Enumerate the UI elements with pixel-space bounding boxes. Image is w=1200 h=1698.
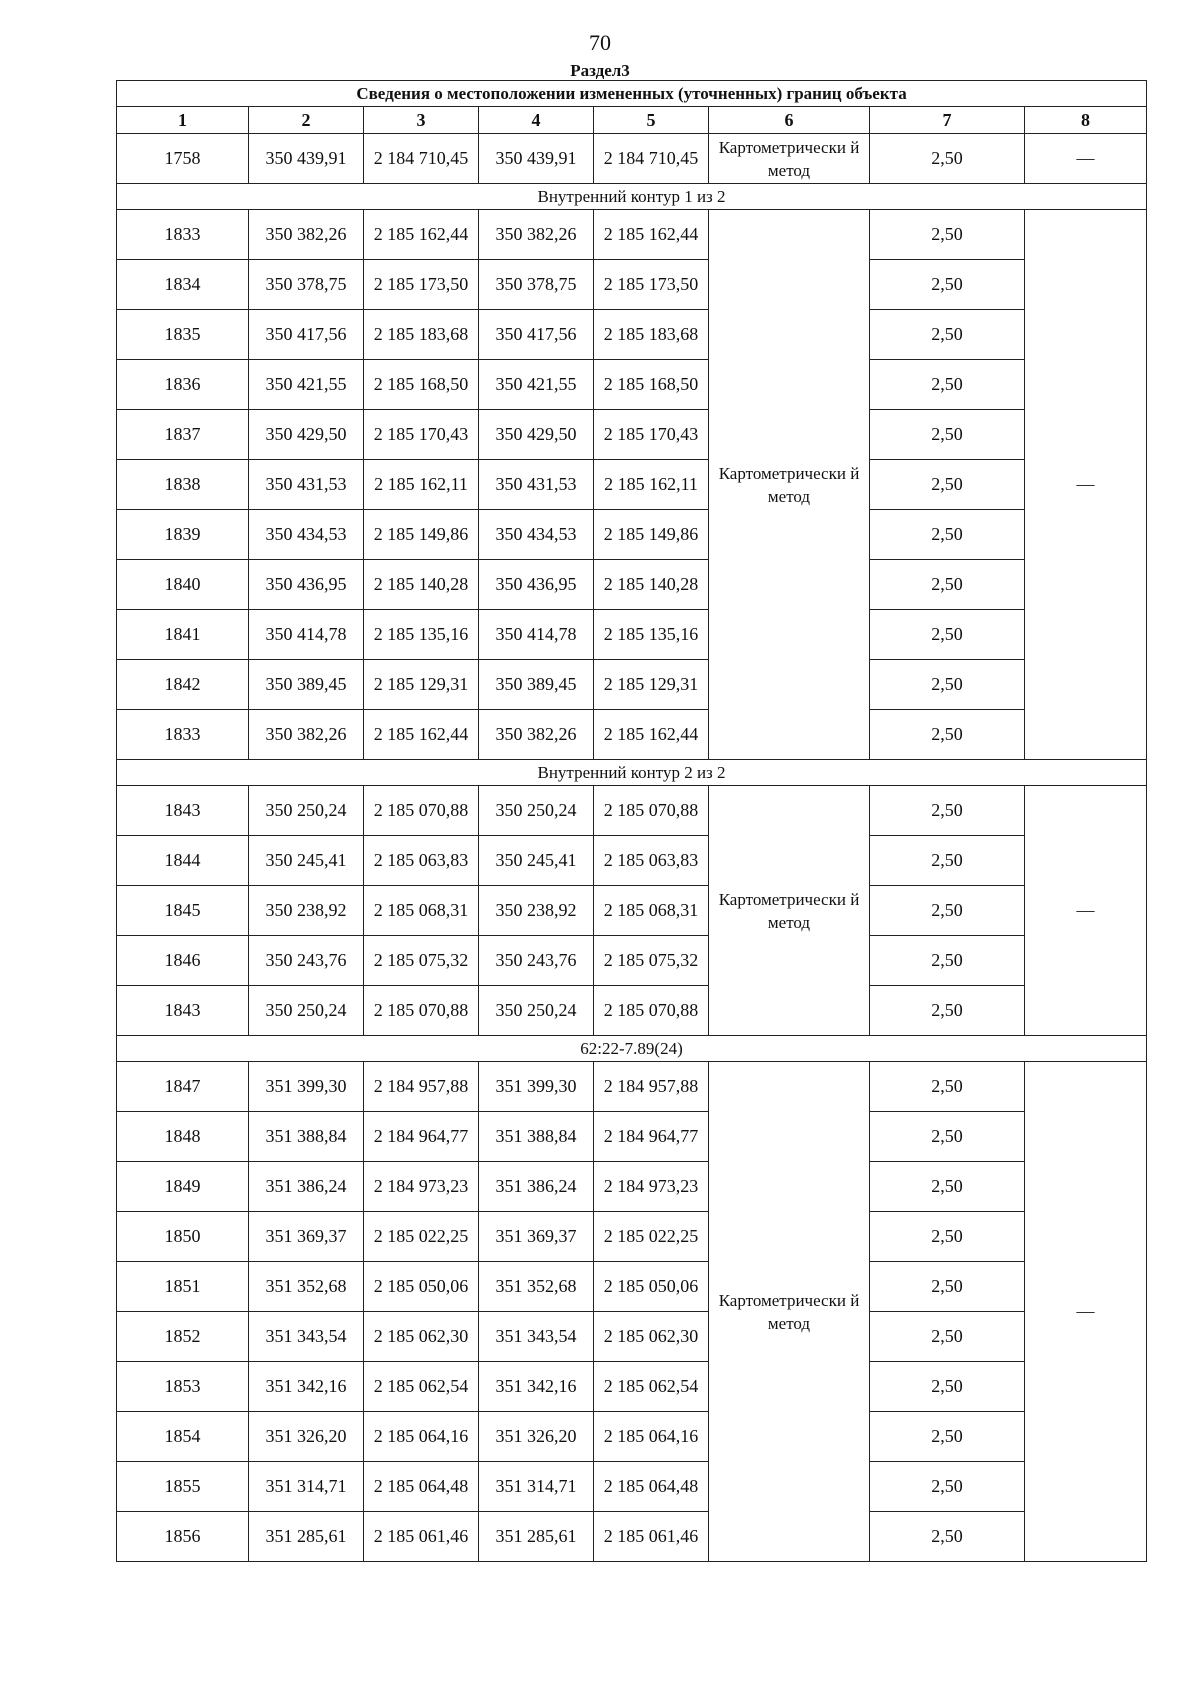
method-cell: Картометрически й метод: [709, 1062, 870, 1562]
y-updated-cell: 2 185 064,16: [594, 1412, 709, 1462]
section-title: Раздел3: [570, 61, 630, 80]
y-updated-cell: 2 185 162,44: [594, 710, 709, 760]
y-existing-cell: 2 185 064,48: [364, 1462, 479, 1512]
note-cell: —: [1025, 1062, 1147, 1562]
table-row: [117, 660, 1147, 710]
x-existing-cell: 350 250,24: [249, 786, 364, 836]
column-header: 2: [249, 107, 364, 134]
table-body: [117, 134, 1147, 1562]
y-existing-cell: 2 185 140,28: [364, 560, 479, 610]
accuracy-cell: 2,50: [870, 1112, 1025, 1162]
x-updated-cell: 351 326,20: [479, 1412, 594, 1462]
method-cell: Картометрически й метод: [709, 134, 870, 184]
table-row: [117, 610, 1147, 660]
point-number-cell: 1843: [117, 786, 249, 836]
y-existing-cell: 2 185 062,30: [364, 1312, 479, 1362]
table-row: [117, 1462, 1147, 1512]
y-existing-cell: 2 185 022,25: [364, 1212, 479, 1262]
y-updated-cell: 2 185 129,31: [594, 660, 709, 710]
table-row: [117, 1262, 1147, 1312]
point-number-cell: 1845: [117, 886, 249, 936]
y-existing-cell: 2 185 070,88: [364, 786, 479, 836]
x-existing-cell: 350 389,45: [249, 660, 364, 710]
table-row: [117, 1312, 1147, 1362]
x-existing-cell: 350 382,26: [249, 210, 364, 260]
x-existing-cell: 351 343,54: [249, 1312, 364, 1362]
x-updated-cell: 351 369,37: [479, 1212, 594, 1262]
x-updated-cell: 350 238,92: [479, 886, 594, 936]
y-updated-cell: 2 184 973,23: [594, 1162, 709, 1212]
y-existing-cell: 2 185 062,54: [364, 1362, 479, 1412]
accuracy-cell: 2,50: [870, 1162, 1025, 1212]
point-number-cell: 1836: [117, 360, 249, 410]
x-existing-cell: 350 245,41: [249, 836, 364, 886]
x-existing-cell: 351 399,30: [249, 1062, 364, 1112]
column-header-row: [117, 107, 1147, 134]
y-existing-cell: 2 185 170,43: [364, 410, 479, 460]
accuracy-cell: 2,50: [870, 710, 1025, 760]
accuracy-cell: 2,50: [870, 610, 1025, 660]
table-row: [117, 1512, 1147, 1562]
x-existing-cell: 350 382,26: [249, 710, 364, 760]
boundary-coordinates-table: [116, 80, 1147, 1562]
contour-label-row: [117, 760, 1147, 786]
column-header: 6: [709, 107, 870, 134]
y-updated-cell: 2 185 062,30: [594, 1312, 709, 1362]
point-number-cell: 1758: [117, 134, 249, 184]
table-row: [117, 510, 1147, 560]
table-row: [117, 1062, 1147, 1112]
x-existing-cell: 351 342,16: [249, 1362, 364, 1412]
table-row: [117, 1412, 1147, 1462]
y-updated-cell: 2 185 075,32: [594, 936, 709, 986]
accuracy-cell: 2,50: [870, 1362, 1025, 1412]
x-updated-cell: 350 378,75: [479, 260, 594, 310]
x-updated-cell: 350 250,24: [479, 986, 594, 1036]
accuracy-cell: 2,50: [870, 460, 1025, 510]
column-header: 5: [594, 107, 709, 134]
point-number-cell: 1840: [117, 560, 249, 610]
y-updated-cell: 2 185 064,48: [594, 1462, 709, 1512]
table-row: [117, 1162, 1147, 1212]
point-number-cell: 1855: [117, 1462, 249, 1512]
table-row: [117, 1362, 1147, 1412]
accuracy-cell: 2,50: [870, 510, 1025, 560]
y-updated-cell: 2 185 162,44: [594, 210, 709, 260]
accuracy-cell: 2,50: [870, 1262, 1025, 1312]
y-existing-cell: 2 185 162,44: [364, 710, 479, 760]
y-updated-cell: 2 185 183,68: [594, 310, 709, 360]
y-existing-cell: 2 185 168,50: [364, 360, 479, 410]
y-updated-cell: 2 185 061,46: [594, 1512, 709, 1562]
y-updated-cell: 2 185 168,50: [594, 360, 709, 410]
point-number-cell: 1843: [117, 986, 249, 1036]
y-updated-cell: 2 185 062,54: [594, 1362, 709, 1412]
x-updated-cell: 350 434,53: [479, 510, 594, 560]
y-updated-cell: 2 185 149,86: [594, 510, 709, 560]
x-existing-cell: 350 243,76: [249, 936, 364, 986]
x-existing-cell: 351 314,71: [249, 1462, 364, 1512]
point-number-cell: 1848: [117, 1112, 249, 1162]
y-existing-cell: 2 184 973,23: [364, 1162, 479, 1212]
contour-label: 62:22-7.89(24): [117, 1036, 1147, 1062]
y-existing-cell: 2 184 964,77: [364, 1112, 479, 1162]
accuracy-cell: 2,50: [870, 836, 1025, 886]
y-updated-cell: 2 185 050,06: [594, 1262, 709, 1312]
table-row: [117, 936, 1147, 986]
note-cell: —: [1025, 134, 1147, 184]
y-existing-cell: 2 185 183,68: [364, 310, 479, 360]
table-row: [117, 310, 1147, 360]
x-existing-cell: 351 369,37: [249, 1212, 364, 1262]
column-header: 1: [117, 107, 249, 134]
table-row: [117, 710, 1147, 760]
y-updated-cell: 2 184 964,77: [594, 1112, 709, 1162]
point-number-cell: 1833: [117, 710, 249, 760]
point-number-cell: 1835: [117, 310, 249, 360]
y-existing-cell: 2 185 129,31: [364, 660, 479, 710]
point-number-cell: 1847: [117, 1062, 249, 1112]
table-row: [117, 986, 1147, 1036]
contour-label-row: [117, 184, 1147, 210]
table-row: [117, 1212, 1147, 1262]
accuracy-cell: 2,50: [870, 260, 1025, 310]
point-number-cell: 1841: [117, 610, 249, 660]
point-number-cell: 1837: [117, 410, 249, 460]
point-number-cell: 1844: [117, 836, 249, 886]
column-header: 3: [364, 107, 479, 134]
y-updated-cell: 2 184 710,45: [594, 134, 709, 184]
x-updated-cell: 350 436,95: [479, 560, 594, 610]
accuracy-cell: 2,50: [870, 986, 1025, 1036]
y-existing-cell: 2 184 710,45: [364, 134, 479, 184]
x-updated-cell: 351 343,54: [479, 1312, 594, 1362]
table-row: [117, 560, 1147, 610]
point-number-cell: 1834: [117, 260, 249, 310]
table-row: [117, 836, 1147, 886]
x-updated-cell: 351 285,61: [479, 1512, 594, 1562]
y-updated-cell: 2 185 162,11: [594, 460, 709, 510]
y-updated-cell: 2 185 173,50: [594, 260, 709, 310]
x-updated-cell: 350 389,45: [479, 660, 594, 710]
x-updated-cell: 350 243,76: [479, 936, 594, 986]
table-row: [117, 1112, 1147, 1162]
y-existing-cell: 2 185 162,11: [364, 460, 479, 510]
table-row: [117, 260, 1147, 310]
note-cell: —: [1025, 210, 1147, 760]
accuracy-cell: 2,50: [870, 410, 1025, 460]
y-existing-cell: 2 185 050,06: [364, 1262, 479, 1312]
point-number-cell: 1833: [117, 210, 249, 260]
y-existing-cell: 2 185 064,16: [364, 1412, 479, 1462]
column-header: 7: [870, 107, 1025, 134]
x-updated-cell: 350 382,26: [479, 710, 594, 760]
accuracy-cell: 2,50: [870, 786, 1025, 836]
y-existing-cell: 2 185 063,83: [364, 836, 479, 886]
x-updated-cell: 350 382,26: [479, 210, 594, 260]
x-existing-cell: 350 434,53: [249, 510, 364, 560]
x-updated-cell: 351 314,71: [479, 1462, 594, 1512]
point-number-cell: 1850: [117, 1212, 249, 1262]
accuracy-cell: 2,50: [870, 1312, 1025, 1362]
x-updated-cell: 350 417,56: [479, 310, 594, 360]
accuracy-cell: 2,50: [870, 936, 1025, 986]
x-updated-cell: 350 439,91: [479, 134, 594, 184]
x-updated-cell: 351 399,30: [479, 1062, 594, 1112]
table-row: [117, 134, 1147, 184]
y-existing-cell: 2 185 149,86: [364, 510, 479, 560]
method-cell: Картометрически й метод: [709, 786, 870, 1036]
x-updated-cell: 350 245,41: [479, 836, 594, 886]
point-number-cell: 1856: [117, 1512, 249, 1562]
table-row: [117, 460, 1147, 510]
point-number-cell: 1854: [117, 1412, 249, 1462]
y-existing-cell: 2 185 075,32: [364, 936, 479, 986]
y-existing-cell: 2 184 957,88: [364, 1062, 479, 1112]
y-updated-cell: 2 185 140,28: [594, 560, 709, 610]
x-updated-cell: 350 414,78: [479, 610, 594, 660]
y-existing-cell: 2 185 070,88: [364, 986, 479, 1036]
point-number-cell: 1851: [117, 1262, 249, 1312]
accuracy-cell: 2,50: [870, 1412, 1025, 1462]
point-number-cell: 1839: [117, 510, 249, 560]
x-existing-cell: 351 285,61: [249, 1512, 364, 1562]
x-updated-cell: 351 352,68: [479, 1262, 594, 1312]
x-existing-cell: 350 250,24: [249, 986, 364, 1036]
x-updated-cell: 351 388,84: [479, 1112, 594, 1162]
x-existing-cell: 350 417,56: [249, 310, 364, 360]
table-caption: Сведения о местоположении измененных (уточненных) границ объекта: [117, 81, 1147, 107]
x-existing-cell: 351 388,84: [249, 1112, 364, 1162]
x-existing-cell: 350 238,92: [249, 886, 364, 936]
y-existing-cell: 2 185 173,50: [364, 260, 479, 310]
y-existing-cell: 2 185 135,16: [364, 610, 479, 660]
accuracy-cell: 2,50: [870, 310, 1025, 360]
y-updated-cell: 2 184 957,88: [594, 1062, 709, 1112]
y-existing-cell: 2 185 162,44: [364, 210, 479, 260]
x-existing-cell: 350 378,75: [249, 260, 364, 310]
point-number-cell: 1852: [117, 1312, 249, 1362]
y-updated-cell: 2 185 170,43: [594, 410, 709, 460]
x-updated-cell: 350 429,50: [479, 410, 594, 460]
page-number: 70: [589, 30, 611, 55]
y-updated-cell: 2 185 070,88: [594, 986, 709, 1036]
method-cell: Картометрически й метод: [709, 210, 870, 760]
x-existing-cell: 350 414,78: [249, 610, 364, 660]
x-existing-cell: 350 439,91: [249, 134, 364, 184]
x-updated-cell: 350 431,53: [479, 460, 594, 510]
table-row: [117, 360, 1147, 410]
accuracy-cell: 2,50: [870, 1512, 1025, 1562]
table-row: [117, 210, 1147, 260]
note-cell: —: [1025, 786, 1147, 1036]
contour-label: Внутренний контур 1 из 2: [117, 184, 1147, 210]
contour-label-row: [117, 1036, 1147, 1062]
y-existing-cell: 2 185 068,31: [364, 886, 479, 936]
y-updated-cell: 2 185 135,16: [594, 610, 709, 660]
accuracy-cell: 2,50: [870, 134, 1025, 184]
table-row: [117, 410, 1147, 460]
accuracy-cell: 2,50: [870, 1462, 1025, 1512]
x-updated-cell: 351 342,16: [479, 1362, 594, 1412]
accuracy-cell: 2,50: [870, 1062, 1025, 1112]
x-updated-cell: 350 421,55: [479, 360, 594, 410]
table-row: [117, 886, 1147, 936]
x-existing-cell: 350 436,95: [249, 560, 364, 610]
x-existing-cell: 351 352,68: [249, 1262, 364, 1312]
x-existing-cell: 350 421,55: [249, 360, 364, 410]
x-existing-cell: 350 431,53: [249, 460, 364, 510]
point-number-cell: 1838: [117, 460, 249, 510]
point-number-cell: 1849: [117, 1162, 249, 1212]
x-updated-cell: 350 250,24: [479, 786, 594, 836]
point-number-cell: 1853: [117, 1362, 249, 1412]
y-existing-cell: 2 185 061,46: [364, 1512, 479, 1562]
accuracy-cell: 2,50: [870, 660, 1025, 710]
x-existing-cell: 351 326,20: [249, 1412, 364, 1462]
point-number-cell: 1842: [117, 660, 249, 710]
y-updated-cell: 2 185 022,25: [594, 1212, 709, 1262]
y-updated-cell: 2 185 070,88: [594, 786, 709, 836]
x-existing-cell: 351 386,24: [249, 1162, 364, 1212]
accuracy-cell: 2,50: [870, 560, 1025, 610]
y-updated-cell: 2 185 068,31: [594, 886, 709, 936]
accuracy-cell: 2,50: [870, 360, 1025, 410]
point-number-cell: 1846: [117, 936, 249, 986]
table-row: [117, 786, 1147, 836]
contour-label: Внутренний контур 2 из 2: [117, 760, 1147, 786]
column-header: 4: [479, 107, 594, 134]
accuracy-cell: 2,50: [870, 886, 1025, 936]
accuracy-cell: 2,50: [870, 210, 1025, 260]
y-updated-cell: 2 185 063,83: [594, 836, 709, 886]
column-header: 8: [1025, 107, 1147, 134]
accuracy-cell: 2,50: [870, 1212, 1025, 1262]
x-existing-cell: 350 429,50: [249, 410, 364, 460]
x-updated-cell: 351 386,24: [479, 1162, 594, 1212]
